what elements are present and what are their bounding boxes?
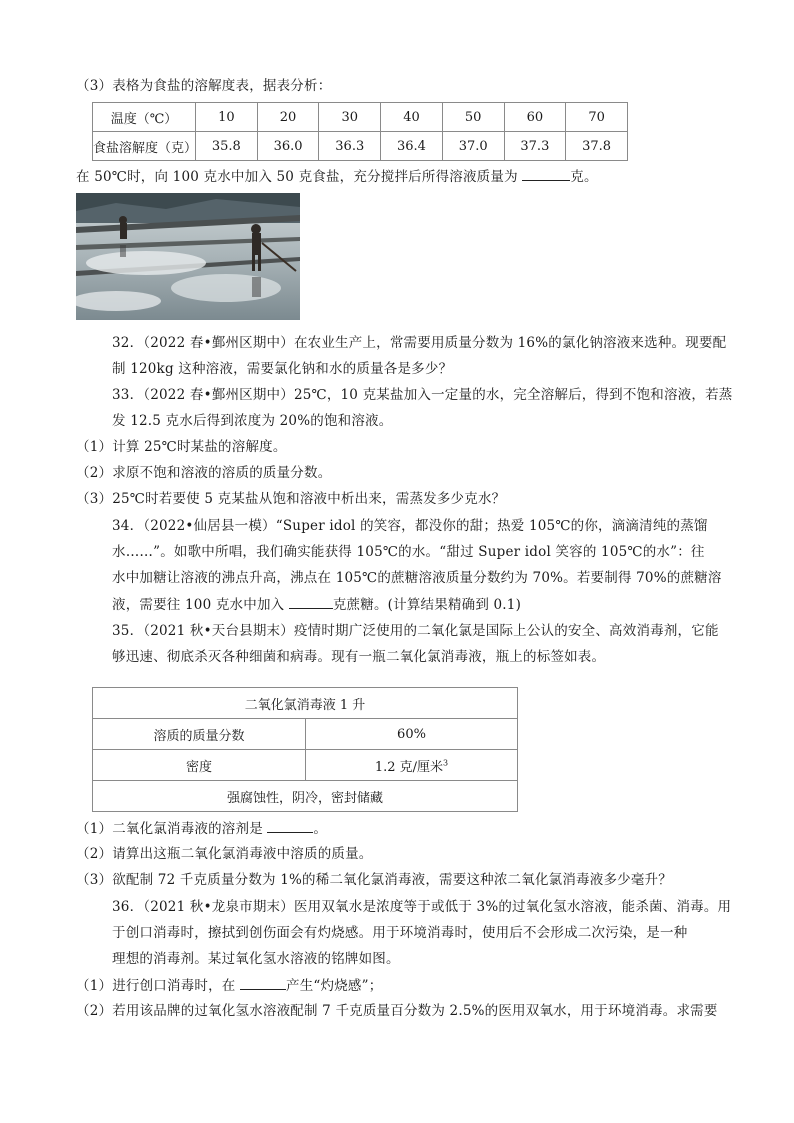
q33-sub1: （1）计算 25℃时某盐的溶解度。 [76, 439, 287, 455]
solubility-table [92, 102, 628, 161]
q33-sub3: （3）25℃时若要使 5 克某盐从饱和溶液中析出来，需蒸发多少克水？ [76, 491, 506, 507]
q32-line2: 制 120kg 这种溶液，需要氯化钠和水的质量各是多少？ [112, 361, 453, 377]
q36-sub2: （2）若用该品牌的过氧化氢水溶液配制 7 千克质量百分数为 2.5%的医用双氧水，用于环境消毒。求需要 [76, 1003, 718, 1019]
table-cell: 60 [504, 103, 566, 132]
table-header-solubility: 食盐溶解度（克） [93, 132, 196, 161]
table-cell: 36.3 [319, 132, 381, 161]
q36-sub1 [76, 975, 382, 996]
answer-blank[interactable] [522, 166, 570, 181]
q33-line1: 33．（2022 春•鄞州区期中）25℃，10 克某盐加入一定量的水，完全溶解后，得到不饱和溶液，若蒸 [112, 387, 733, 403]
q34-line4 [112, 594, 521, 615]
q35-sub3: （3）欲配制 72 千克质量分数为 1%的稀二氧化氯消毒液，需要这种浓二氧化氯消毒液多少毫升？ [76, 872, 672, 888]
q35-line2: 够迅速、彻底杀灭各种细菌和病毒。现有一瓶二氧化氯消毒液，瓶上的标签如表。 [112, 649, 606, 665]
q3-text-b: 克。 [570, 169, 598, 185]
label-title: 二氧化氯消毒液 1 升 [93, 688, 518, 719]
answer-blank[interactable] [289, 594, 333, 609]
q36-line3: 理想的消毒剂。某过氧化氢水溶液的铭牌如图。 [112, 951, 400, 967]
q3-intro: （3）表格为食盐的溶解度表，据表分析： [76, 78, 332, 94]
table-header-temperature: 温度（℃） [93, 103, 196, 132]
table-cell: 36.4 [381, 132, 443, 161]
label-footer: 强腐蚀性，阴冷，密封储藏 [93, 781, 518, 812]
salt-field-photo [76, 193, 300, 320]
label-row2-key: 密度 [93, 750, 306, 781]
label-row1-key: 溶质的质量分数 [93, 719, 306, 750]
density-unit-superscript: 3 [443, 758, 449, 768]
q36-line1: 36．（2021 秋•龙泉市期末）医用双氧水是浓度等于或低于 3%的过氧化氢水溶液，能杀菌、消毒。用 [112, 899, 732, 915]
q34-text-b: 克蔗糖。(计算结果精确到 0.1) [332, 597, 522, 613]
label-row1-value: 60% [306, 719, 518, 750]
q33-sub2: （2）求原不饱和溶液的溶质的质量分数。 [76, 465, 332, 481]
q34-line3: 水中加糖让溶液的沸点升高，沸点在 105℃的蔗糖溶液质量分数约为 70%。若要制得 70%的蔗糖溶 [112, 570, 722, 586]
table-cell: 37.3 [504, 132, 566, 161]
label-row2-value [306, 750, 518, 781]
q34-text-a: 液，需要往 100 克水中加入 [112, 597, 285, 613]
q35-sub1-text-a: （1）二氧化氯消毒液的溶剂是 [76, 821, 263, 837]
density-value: 1.2 克/厘米 [374, 759, 444, 775]
table-cell: 36.0 [257, 132, 319, 161]
table-cell: 37.0 [442, 132, 504, 161]
answer-blank[interactable] [267, 818, 313, 833]
q35-line1: 35．（2021 秋•天台县期末）疫情时期广泛使用的二氧化氯是国际上公认的安全、高效消毒剂，它能 [112, 623, 719, 639]
q36-sub1-text-b: 产生“灼烧感”； [286, 978, 383, 994]
table-cell: 40 [381, 103, 443, 132]
q36-line2: 于创口消毒时，擦拭到创伤面会有灼烧感。用于环境消毒时，使用后不会形成二次污染，是一种 [112, 925, 688, 941]
q33-line2: 发 12.5 克水后得到浓度为 20%的饱和溶液。 [112, 413, 393, 429]
q35-sub2: （2）请算出这瓶二氧化氯消毒液中溶质的质量。 [76, 846, 373, 862]
table-cell: 50 [442, 103, 504, 132]
disinfectant-label-table [92, 687, 518, 812]
q3-text-a: 在 50℃时，向 100 克水中加入 50 克食盐，充分搅拌后所得溶液质量为 [76, 169, 518, 185]
table-cell: 35.8 [196, 132, 258, 161]
table-cell: 30 [319, 103, 381, 132]
q35-sub1-text-b: 。 [313, 821, 328, 837]
answer-blank[interactable] [240, 975, 286, 990]
table-cell: 70 [566, 103, 628, 132]
q3-question [76, 166, 598, 187]
table-cell: 20 [257, 103, 319, 132]
q32-line1: 32．（2022 春•鄞州区期中）在农业生产上，常需要用质量分数为 16%的氯化钠溶液来选种。现要配 [112, 335, 727, 351]
table-cell: 37.8 [566, 132, 628, 161]
q34-line2: 水……”。如歌中所唱，我们确实能获得 105℃的水。“甜过 Super idol 笑容的 105℃的水”：往 [112, 544, 705, 560]
q36-sub1-text-a: （1）进行创口消毒时，在 [76, 978, 236, 994]
table-cell: 10 [196, 103, 258, 132]
q35-sub1 [76, 818, 327, 839]
q34-line1: 34．（2022•仙居县一模）“Super idol 的笑容，都没你的甜；热爱 105℃的你，滴滴清纯的蒸馏 [112, 518, 708, 534]
